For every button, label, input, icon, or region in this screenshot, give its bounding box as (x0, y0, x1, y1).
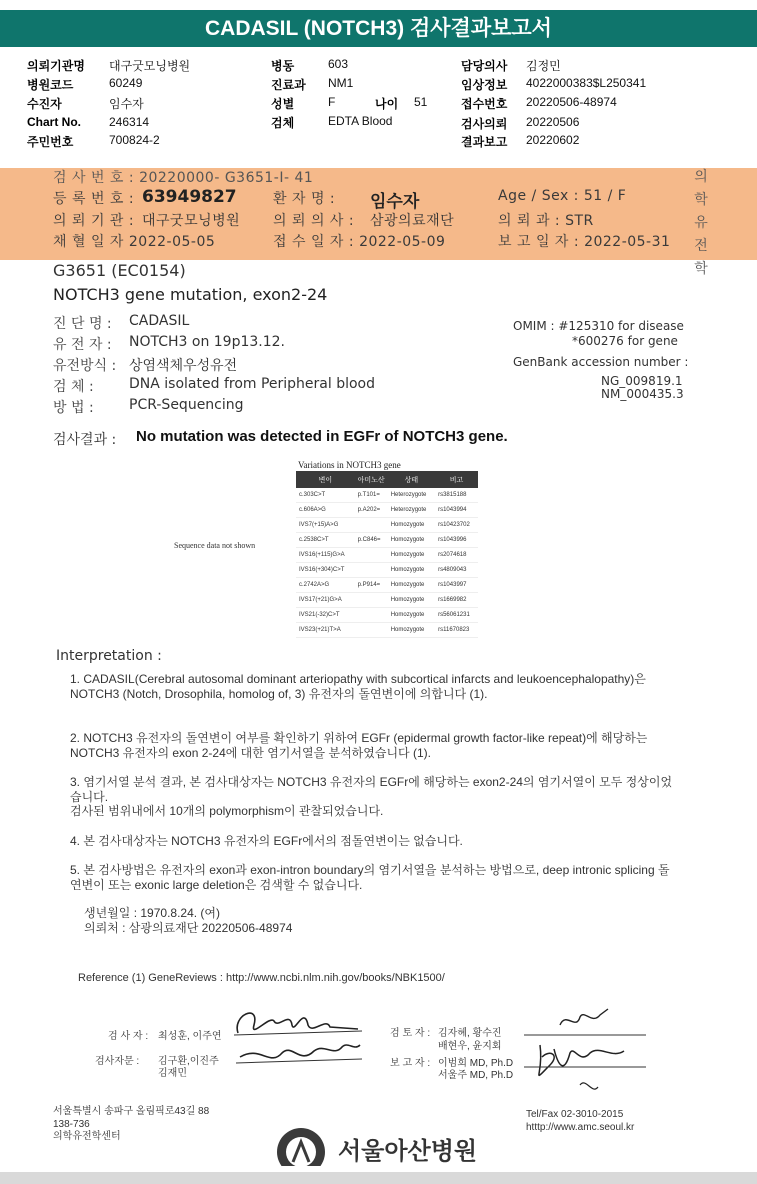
reviewer-label: 검 토 자 : (390, 1028, 431, 1039)
variations-header: 변이 (296, 471, 355, 488)
table-row (296, 548, 478, 563)
table-cell: Homozygote (388, 623, 435, 638)
bottom-bar (0, 1172, 757, 1184)
table-row (296, 563, 478, 578)
age-value: 51 (414, 95, 428, 109)
department-vertical: 의학유전학 (694, 169, 708, 277)
reviewer-names-2: 배현우, 윤지회 (438, 1041, 502, 1052)
detail-value: NOTCH3 on 19p13.12. (129, 334, 286, 350)
header-field-value: 20220602 (526, 133, 580, 147)
header-field-value: EDTA Blood (328, 114, 393, 128)
detail-label: 검 체 : (53, 379, 94, 395)
interpretation-item: 1. CADASIL(Cerebral autosomal dominant arteriopathy with subcortical infarcts and leukoencephalopathy)은 NOTCH3 (Notch, Drosophila, homolog of, 3) 유전자의 돌연변이에 의합니다 (1). (70, 672, 646, 701)
result-label: 검사결과 : (53, 432, 117, 448)
report-title: CADASIL (NOTCH3) 검사결과보고서 (0, 10, 757, 47)
header-field-value: 20220506 (526, 115, 580, 129)
report-date: 보 고 일 자 : 2022-05-31 (498, 234, 671, 250)
header-field-label: 병동 (271, 59, 295, 73)
consult-names-2: 김재민 (158, 1068, 187, 1079)
referrer: 의뢰처 : 삼광의료재단 20220506-48974 (84, 921, 293, 935)
reporter-label: 보 고 자 : (390, 1058, 431, 1069)
detail-label: 방 법 : (53, 400, 94, 416)
variations-title: Variations in NOTCH3 gene (298, 460, 401, 470)
table-cell: rs3815188 (435, 488, 478, 503)
header-field-label: Chart No. (27, 115, 81, 129)
table-cell: Homozygote (388, 533, 435, 548)
table-cell (355, 593, 388, 608)
header-field-label: 주민번호 (27, 135, 74, 149)
interpretation-item: 2. NOTCH3 유전자의 돌연변이 여부를 확인하기 위하여 EGFr (epidermal growth factor-like repeat)에 해당하는 NOTCH3 유전자의 exon 2-24에 대한 염기서열을 분석하였습니다 (1). (70, 731, 648, 760)
table-row (296, 503, 478, 518)
table-cell: IVS23(+21)T>A (296, 623, 355, 638)
table-cell: rs10423702 (435, 518, 478, 533)
header-field-value: F (328, 95, 336, 109)
table-cell: IVS17(+21)G>A (296, 593, 355, 608)
table-cell: Heterozygote (388, 503, 435, 518)
consult-label: 검사자문 : (95, 1056, 140, 1067)
table-cell: Homozygote (388, 518, 435, 533)
detail-label: 유 전 자 : (53, 337, 112, 353)
collection-date: 채 혈 일 자 2022-05-05 (53, 234, 216, 250)
tester-signature (230, 995, 370, 1075)
detail-value: PCR-Sequencing (129, 397, 244, 413)
header-field-value: 246314 (109, 115, 150, 129)
table-cell: rs1043997 (435, 578, 478, 593)
table-cell: c.303C>T (296, 488, 355, 503)
table-cell: rs56061231 (435, 608, 478, 623)
header-field-label: 접수번호 (461, 97, 508, 111)
doctor: 삼광의료재단 (370, 213, 455, 229)
table-cell: rs4809043 (435, 563, 478, 578)
institution: 대구굿모닝병원 (142, 213, 241, 229)
table-row (296, 578, 478, 593)
reporter-names-1: 이범희 MD, Ph.D (438, 1058, 514, 1069)
table-cell: rs2074618 (435, 548, 478, 563)
table-row (296, 623, 478, 638)
asan-logo-icon (275, 1126, 327, 1166)
consult-names-1: 김구환,이진주 (158, 1056, 219, 1067)
table-row (296, 488, 478, 503)
genbank-label: GenBank accession number : (513, 355, 689, 369)
tester-label: 검 사 자 : (108, 1031, 149, 1042)
tel-fax: Tel/Fax 02-3010-2015 (526, 1109, 624, 1120)
table-cell (355, 563, 388, 578)
accession-ng: NG_009819.1 (601, 374, 683, 388)
table-row (296, 533, 478, 548)
test-name: NOTCH3 gene mutation, exon2-24 (53, 285, 328, 304)
age-label: 나이 (375, 97, 399, 111)
table-cell: Homozygote (388, 578, 435, 593)
header-field-label: 결과보고 (461, 135, 508, 149)
table-cell: rs1043994 (435, 503, 478, 518)
table-cell: c.2538C>T (296, 533, 355, 548)
website: htttp://www.amc.seoul.kr (526, 1122, 635, 1133)
header-field-label: 수진자 (27, 97, 62, 111)
header-field-label: 검사의뢰 (461, 117, 508, 131)
patient-name: 임수자 (370, 192, 420, 212)
table-cell: c.2742A>G (296, 578, 355, 593)
header-field-label: 병원코드 (27, 78, 74, 92)
table-cell: Homozygote (388, 593, 435, 608)
tester-names: 최성훈, 이주연 (158, 1031, 222, 1042)
detail-label: 유전방식 : (53, 358, 117, 374)
table-cell: p.T101= (355, 488, 388, 503)
header-field-label: 성별 (271, 97, 295, 111)
hospital-name: 서울아산병원 (338, 1137, 478, 1165)
interpretation-item: 5. 본 검사방법은 유전자의 exon과 exon-intron boundary의 염기서열을 분석하는 방법으로, deep intronic splicing 돌연변이 또는 exonic large deletion은 검색할 수 없습니다. (70, 863, 670, 892)
interpretation-item: 3. 염기서열 분석 결과, 본 검사대상자는 NOTCH3 유전자의 EGFr에 해당하는 exon2-24의 염기서열이 모두 정상이었습니다. (70, 775, 673, 804)
table-cell: Homozygote (388, 548, 435, 563)
table-cell: Homozygote (388, 608, 435, 623)
table-cell: p.C846= (355, 533, 388, 548)
table-cell: rs1669982 (435, 593, 478, 608)
variations-table (296, 471, 478, 638)
address-line-1: 서울특별시 송파구 올림픽로43길 88 (53, 1106, 210, 1117)
result-value: No mutation was detected in EGFr of NOTCH3 gene. (136, 428, 508, 445)
received-date: 접 수 일 자 : 2022-05-09 (273, 234, 446, 250)
variations-header: 상태 (388, 471, 435, 488)
interpretation-item: 4. 본 검사대상자는 NOTCH3 유전자의 EGFr에서의 점돌연변이는 없습니다. (70, 834, 463, 848)
table-cell (355, 623, 388, 638)
reviewer-signature (520, 1005, 650, 1100)
table-cell: p.P914= (355, 578, 388, 593)
table-cell (355, 548, 388, 563)
header-field-value: 대구굿모닝병원 (109, 59, 191, 73)
detail-value: DNA isolated from Peripheral blood (129, 376, 376, 392)
date-of-birth: 생년월일 : 1970.8.24. (여) (84, 906, 221, 920)
table-cell: rs11670823 (435, 623, 478, 638)
detail-value: 상염색체우성유전 (129, 358, 238, 374)
interpretation-heading: Interpretation : (56, 648, 162, 664)
header-field-value: 20220506-48974 (526, 95, 617, 109)
header-field-value: 임수자 (109, 97, 144, 111)
omim-disease: OMIM : #125310 for disease (513, 319, 684, 333)
omim-gene: *600276 for gene (572, 334, 678, 348)
table-cell: IVS21(-32)C>T (296, 608, 355, 623)
reviewer-names-1: 김자혜, 황수진 (438, 1028, 502, 1039)
reference: Reference (1) GeneReviews : http://www.ncbi.nlm.nih.gov/books/NBK1500/ (78, 972, 445, 984)
variations-header: 아미노산 (355, 471, 388, 488)
header-field-value: 603 (328, 57, 349, 71)
header-field-label: 의뢰기관명 (27, 59, 85, 73)
reporter-names-2: 서울주 MD, Ph.D (438, 1070, 514, 1081)
table-row (296, 518, 478, 533)
table-cell: c.606A>G (296, 503, 355, 518)
table-cell: p.A202= (355, 503, 388, 518)
department: 의 뢰 과 : STR (498, 213, 594, 229)
accession-nm: NM_000435.3 (601, 387, 684, 401)
variations-header: 비고 (435, 471, 478, 488)
sequence-note: Sequence data not shown (174, 541, 256, 550)
header-field-label: 임상정보 (461, 78, 508, 92)
detail-label: 진 단 명 : (53, 316, 112, 332)
table-cell (355, 518, 388, 533)
header-field-value: 60249 (109, 76, 143, 90)
test-number: 검 사 번 호 : 20220000- G3651-I- 41 (53, 170, 314, 186)
table-row (296, 593, 478, 608)
test-code: G3651 (EC0154) (53, 261, 186, 280)
table-cell: Homozygote (388, 563, 435, 578)
table-cell: rs1043996 (435, 533, 478, 548)
table-cell: IVS16(+304)C>T (296, 563, 355, 578)
address-line-2: 138-736 (53, 1119, 90, 1130)
registration-number: 63949827 (142, 187, 237, 207)
header-field-value: 700824-2 (109, 133, 160, 147)
header-field-value: NM1 (328, 76, 354, 90)
detail-value: CADASIL (129, 313, 190, 329)
table-row (296, 608, 478, 623)
header-field-label: 담당의사 (461, 59, 508, 73)
age-sex: Age / Sex : 51 / F (498, 188, 627, 204)
table-cell: Heterozygote (388, 488, 435, 503)
header-field-value: 김정민 (526, 59, 561, 73)
header-field-label: 진료과 (271, 78, 306, 92)
doctor-label: 의 뢰 의 사 : (273, 213, 355, 229)
interpretation-item: 검사된 범위내에서 10개의 polymorphism이 관찰되었습니다. (70, 804, 384, 818)
registration-label: 등 록 번 호 : (53, 191, 135, 207)
table-cell: IVS7(+15)A>G (296, 518, 355, 533)
header-field-label: 검체 (271, 116, 295, 130)
patient-name-label: 환 자 명 : (273, 191, 336, 207)
table-cell: IVS16(+115)G>A (296, 548, 355, 563)
address-line-3: 의학유전학센터 (53, 1131, 121, 1142)
header-field-value: 4022000383$L250341 (526, 76, 647, 90)
table-cell (355, 608, 388, 623)
institution-label: 의 뢰 기 관 : (53, 213, 135, 229)
